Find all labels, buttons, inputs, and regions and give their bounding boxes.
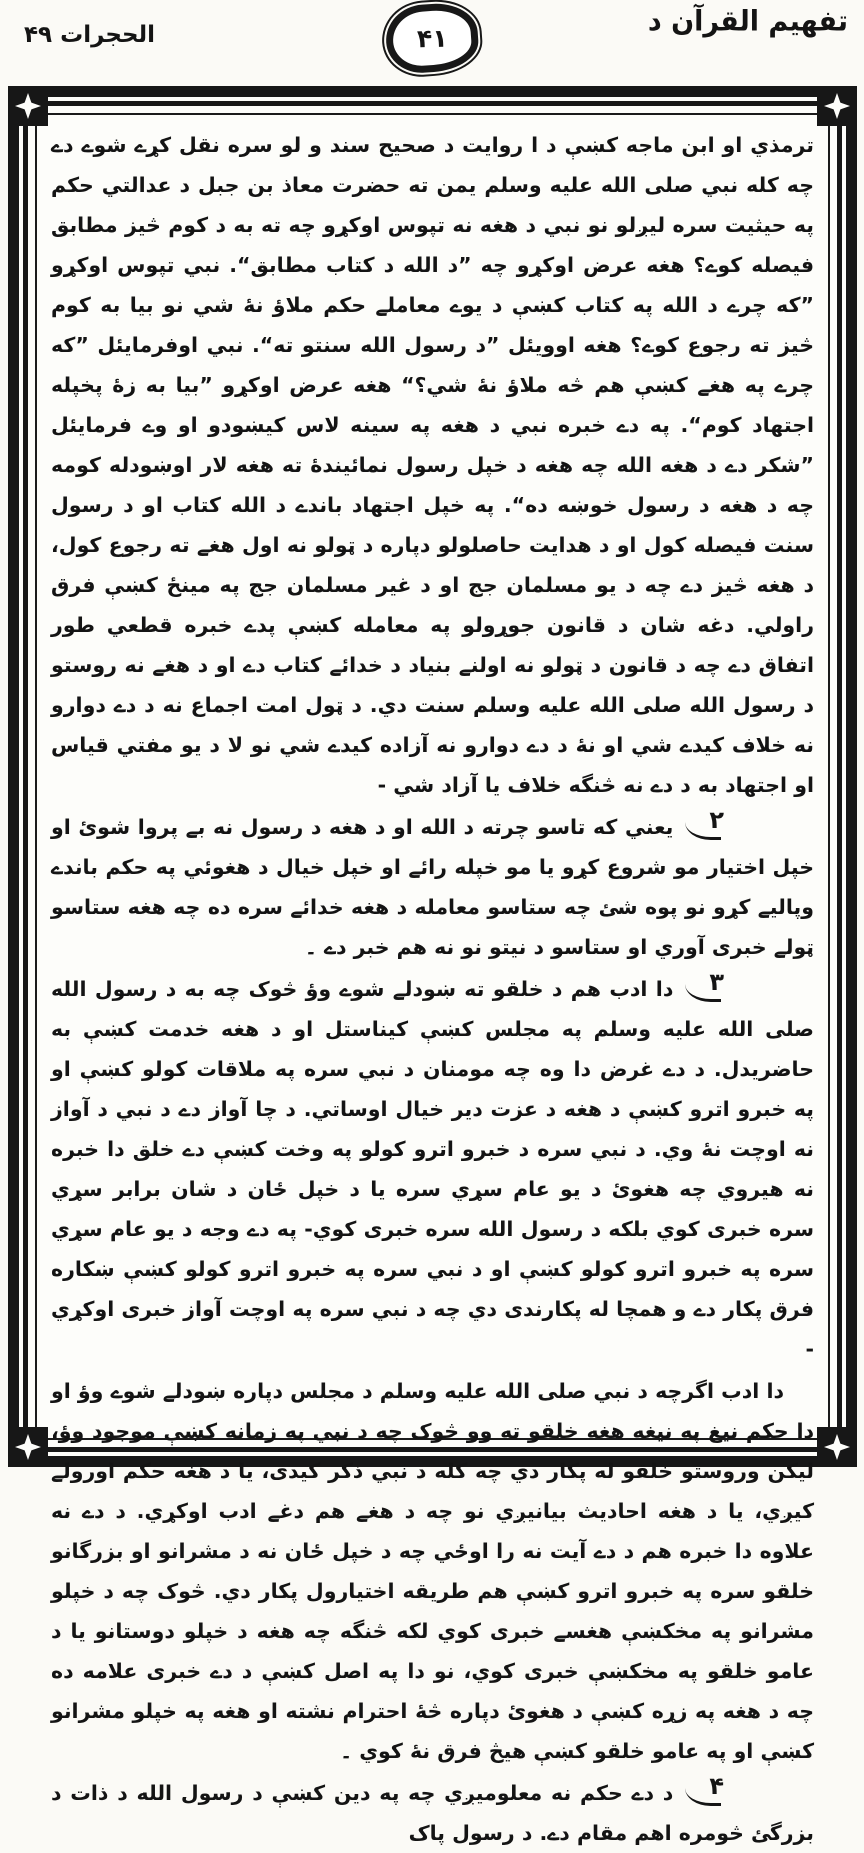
corner-star-ornament-top-right	[817, 86, 857, 126]
note-number-4	[685, 1772, 784, 1807]
medallion-ornament	[384, 1, 481, 75]
note-paragraph-4	[51, 1773, 814, 1853]
note-number-label: ۴	[709, 1772, 724, 1800]
note-text: دا ادب اگرچه د نبي صلى الله عليه وسلم د مجلس دپاره ښودلے شوے وؤ او دا حکم نيغ په نيغه هغه خلقو ته وو څوک چه د نبي په زمانه کښې موجود وؤ، ليکن وروستو خلقو له پکار دي چه کله د نبي ذکر کيدى، يا د هغه حکم اورولے کيږي، يا د هغه احاديث بيانيږي نو چه د هغے هم دغے ادب اوکړي. د دے نه علاوه دا خبره هم د دے آيت نه را اوځي چه د خپل ځان نه د مشرانو او بزرگانو خلقو سره په خبرو اترو کښې هم طريقه اختيارول پکار دي. څوک چه د خپلو مشرانو په مخکښې هغسے خبرى کوي لکه څنگه چه هغه د خپلو دوستانو يا د عامو خلقو په مخکښې خبرى کوي، نو دا په اصل کښې د دے خبرى علامه ده چه د هغه په زړه کښې د هغوئ دپاره څۀ احترام نشته او هغه په خپلو مشرانو کښې او په عامو خلقو کښې هيڅ فرق نۀ کوي ۔	[51, 1379, 814, 1763]
corner-star-ornament-bottom-left	[8, 1427, 48, 1467]
commentary-text-block	[37, 115, 828, 1845]
text-border-rule	[35, 113, 830, 1845]
star-icon	[15, 93, 41, 119]
note-text: دا ادب هم د خلقو ته ښودلے شوے وؤ څوک چه به د رسول الله صلى الله عليه وسلم په مجلس کښې کيناستل او د هغه خدمت کښې به حاضريدل. د دے غرض دا وه چه مومنان د نبي سره په ملاقات کولو کښې او په خبرو اترو کښې د هغه د عزت دير خيال اوساتي. د چا آواز دے د نبي د آواز نه اوچت نۀ وي. د نبي سره د خبرو اترو کولو په وخت کښې دے خلق دا خبره نه هيروي چه هغوئ د يو عام سړي سره يا د خپل ځان د شان برابر سړي سره خبرى کوي بلکه د رسول الله سره خبرى کوي- په دے وجه د يو عام سړي سره په خبرو اترو کولو کښې او د نبي سره په خبرو اترو کولو کښې ښکاره فرق پکار دے و همچا له پکارندى دي چه د نبي سره په اوچت آواز خبرى اوکړي -	[51, 977, 814, 1361]
header-surah-reference: الحجرات ۴۹	[24, 22, 156, 48]
note-number-3	[685, 968, 784, 1003]
note-number-label: ۳	[709, 968, 724, 996]
page-number: ۴۱	[416, 23, 448, 53]
note-text: د دے حکم نه معلوميږي چه په دين کښې د رسول الله د ذات د بزرگئ څومره اهم مقام دے. د رسول پاک	[51, 1781, 814, 1845]
header-book-title: تفهيم القرآن د	[647, 5, 848, 38]
note-number-label: ۲	[709, 806, 724, 834]
page-header	[0, 0, 864, 86]
star-icon	[824, 1434, 850, 1460]
star-icon	[15, 1434, 41, 1460]
note-paragraph-3-continued	[51, 1371, 814, 1771]
decorative-border-frame	[8, 86, 857, 1845]
note-text: ترمذي او ابن ماجه کښې د ا روايت د صحيح سند و لو سره نقل کړے شوے دے چه کله نبي صلى الله عليه وسلم يمن ته حضرت معاذ بن جبل د عدالتي حکم په حيثيت سره ليږلو نو نبي د هغه نه تپوس اوکړو چه ته به د کوم څيز مطابق فيصله کوے؟ هغه عرض اوکړو چه ”د الله د کتاب مطابق“. نبي تپوس اوکړو ”که چرے د الله په کتاب کښې د يوے معاملے حکم ملاؤ نۀ شي نو بيا به کوم څيز ته رجوع کوے؟ هغه اوويئل ”د رسول الله سنتو ته“. نبي اوفرمايئل ”که چرے په هغے کښې هم څه ملاؤ نۀ شي؟“ هغه عرض اوکړو ”بيا به زۀ پخپله اجتهاد کوم“. په دے خبره نبي د هغه په سينه لاس کيښودو او وے فرمايئل ”شکر دے د هغه الله چه هغه د خپل رسول نمائيندۀ ته هغه لار اوښودله کومه چه د هغه د رسول خوښه ده“. په خپل اجتهاد باندے د الله کتاب او د رسول سنت فيصله کول او د هدايت حاصلولو دپاره د ټولو نه اول هغے ته رجوع کول، د هغه څيز دے چه د يو مسلمان جج او د غير مسلمان جج په مينځ کښې فرق راولي. دغه شان د قانون جوړولو په معامله کښې پدے خبره قطعي طور اتفاق دے چه د قانون د ټولو نه اولنے بنياد د خدائے کتاب دے او د هغے نه روستو د رسول الله صلى الله عليه وسلم سنت دي. د ټول امت اجماع نه د دے دوارو نه خلاف کيدے شي او نۀ د دے دوارو نه آزاده کيدے شي نو لا د يو مفتي قياس او اجتهاد به د دے نه څنگه خلاف يا آزاد شي -	[51, 133, 814, 797]
note-paragraph-1	[51, 125, 814, 805]
note-paragraph-3	[51, 969, 814, 1369]
note-paragraph-2	[51, 807, 814, 967]
star-icon	[824, 93, 850, 119]
corner-star-ornament-bottom-right	[817, 1427, 857, 1467]
note-text: يعني که تاسو چرته د الله او د هغه د رسول نه بے پروا شوئ او خپل اختيار مو شروع کړو يا مو خپله رائے او خپل خيال د هغوئي په حکم باندے وپاليے کړو نو پوه شئ چه ستاسو معامله د هغه خدائے سره ده چه هغه ستاسو ټولے خبرى آوري او ستاسو د نيتو نو نه هم خبر دے ۔	[51, 815, 814, 959]
inner-border-rule	[23, 101, 842, 1845]
note-number-2	[685, 806, 784, 841]
corner-star-ornament-top-left	[8, 86, 48, 126]
